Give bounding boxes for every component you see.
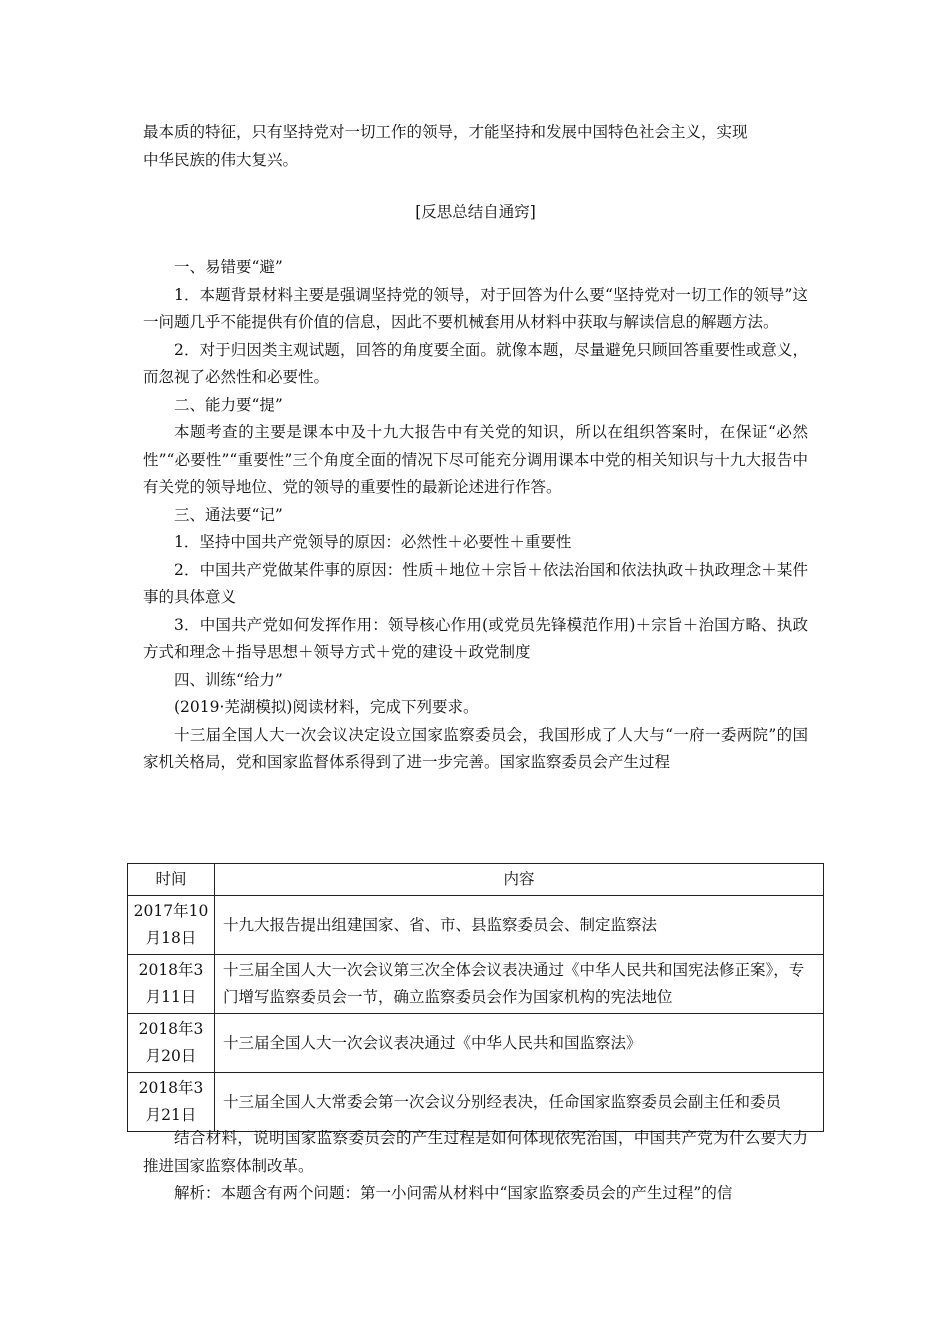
top-paragraph [143,119,808,174]
material-text: 十三届全国人大一次会议决定设立国家监察委员会，我国形成了人大与“一府一委两院”的国家机关格局，党和国家监督体系得到了进一步完善。国家监察委员会产生过程 [143,725,808,771]
paragraph-line: 最本质的特征，只有坚持党对一切工作的领导，才能坚持和发展中国特色社会主义，实现 [143,123,748,141]
content-cell: 十九大报告提出组建国家、省、市、县监察委员会、制定监察法 [215,896,824,955]
date-cell: 2018年3月20日 [128,1014,215,1073]
paragraph: 2．对于归因类主观试题，回答的角度要全面。就像本题，尽量避免只顾回答重要性或意义，而忽视了必然性和必要性。 [143,340,808,386]
question-block [143,1125,808,1208]
date-cell: 2018年3月11日 [128,955,215,1014]
table-row [128,1014,824,1073]
column-header-content: 内容 [215,864,824,896]
paragraph-line: 中华民族的伟大复兴。 [143,150,299,169]
paragraph: 2．中国共产党做某件事的原因：性质＋地位＋宗旨＋依法治国和依法执政＋执政理念＋某件事的具体意义 [143,560,808,606]
paragraph: 1．本题背景材料主要是强调坚持党的领导，对于回答为什么要“坚持党对一切工作的领导”这一问题几乎不能提供有价值的信息，因此不要机械套用从材料中获取与解读信息的解题方法。 [143,285,808,331]
analysis-text: 解析：本题含有两个问题：第一小问需从材料中“国家监察委员会的产生过程”的信 [174,1184,733,1202]
date-cell: 2017年10月18日 [128,896,215,955]
heading-avoid-errors: 一、易错要“避” [174,258,283,276]
question-source: (2019·芜湖模拟)阅读材料，完成下列要求。 [174,698,479,716]
heading-improve-ability: 二、能力要“提” [174,395,283,414]
section-title: [反思总结自通窍] [415,203,536,221]
paragraph: 1．坚持中国共产党领导的原因：必然性＋必要性＋重要性 [174,533,572,551]
section-title-block [143,199,808,227]
table-row [128,955,824,1014]
date-cell: 2018年3月21日 [128,1073,215,1132]
content-cell: 十三届全国人大常委会第一次会议分别经表决，任命国家监察委员会副主任和委员 [215,1073,824,1132]
question-text: 结合材料，说明国家监察委员会的产生过程是如何体现依宪治国，中国共产党为什么要大力推进国家监察体制改革。 [143,1129,808,1175]
heading-training: 四、训练“给力” [174,670,283,689]
paragraph: 3．中国共产党如何发挥作用：领导核心作用(或党员先锋模范作用)＋宗旨＋治国方略、执政方式和理念＋指导思想＋领导方式＋党的建设＋政党制度 [143,615,808,661]
timeline-table [127,863,824,1132]
content-cell: 十三届全国人大一次会议第三次全体会议表决通过《中华人民共和国宪法修正案》，专门增写监察委员会一节，确立监察委员会作为国家机构的宪法地位 [215,955,824,1014]
table-header-row [128,864,824,896]
table-row [128,896,824,955]
table-row [128,1073,824,1132]
column-header-time: 时间 [128,864,215,896]
paragraph: 本题考查的主要是课本中及十九大报告中有关党的知识，所以在组织答案时，在保证“必然性”“必要性”“重要性”三个角度全面的情况下尽可能充分调用课本中党的相关知识与十九大报告中有关党的领导地位、党的领导的重要性的最新论述进行作答。 [143,423,808,496]
main-body [143,254,808,777]
heading-general-method: 三、通法要“记” [174,505,283,524]
content-cell: 十三届全国人大一次会议表决通过《中华人民共和国监察法》 [215,1014,824,1073]
